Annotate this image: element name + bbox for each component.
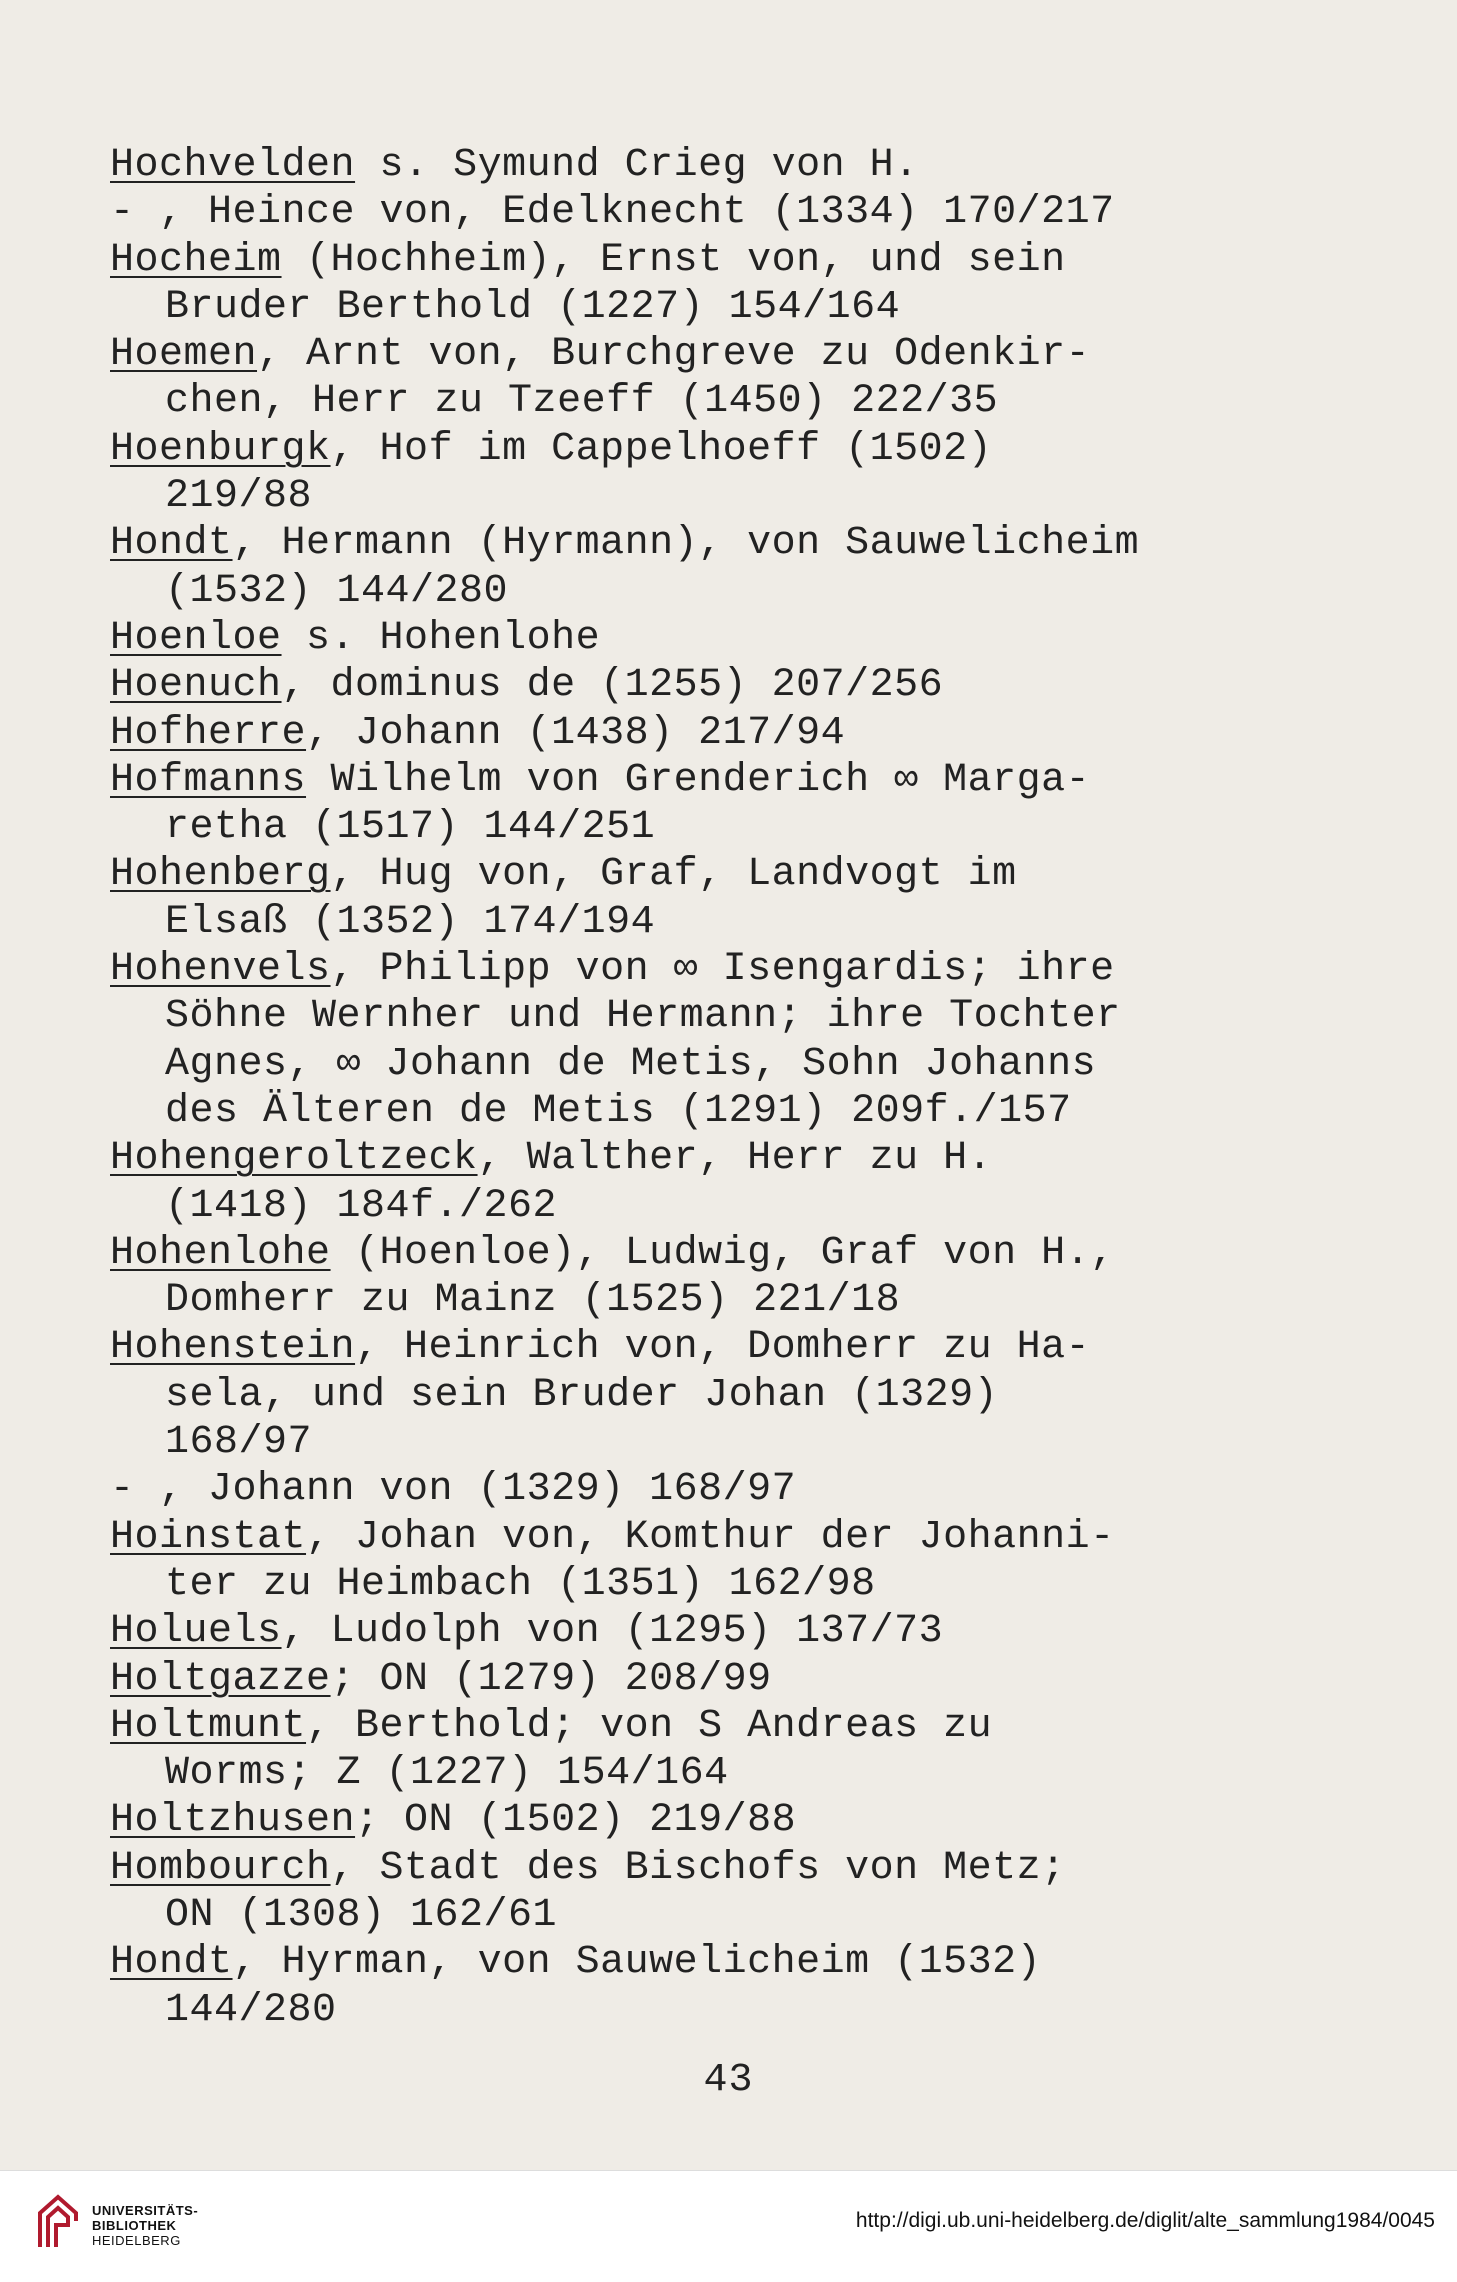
entry-continuation-line: 219/88 xyxy=(165,474,313,520)
entry-continuation-line: retha (1517) 144/251 xyxy=(165,805,656,851)
entry-continuation-line: Bruder Berthold (1227) 154/164 xyxy=(165,284,901,330)
entry-text: , Heinrich von, Domherr zu Ha- xyxy=(355,1325,1091,1371)
entry-continuation-line: Domherr zu Mainz (1525) 221/18 xyxy=(165,1278,901,1324)
register-entry xyxy=(110,142,1240,189)
entry-first-line xyxy=(110,142,1240,189)
entry-first-line xyxy=(110,662,1240,709)
entry-headword: Hohenvels xyxy=(110,947,331,993)
page-number: 43 xyxy=(703,2058,754,2103)
entry-headword: Hohenberg xyxy=(110,852,331,898)
entry-first-line xyxy=(110,1939,1240,1986)
entry-text: , Hug von, Graf, Landvogt im xyxy=(330,852,1017,898)
entry-continuation-line: ter zu Heimbach (1351) 162/98 xyxy=(165,1561,876,1607)
entry-headword: Holtmunt xyxy=(110,1703,307,1749)
entry-text: ; ON (1279) 208/99 xyxy=(330,1656,772,1702)
entry-headword: Holuels xyxy=(110,1609,282,1655)
entry-text: - , Johann von (1329) 168/97 xyxy=(110,1467,797,1513)
entry-text: s. Symund Crieg von H. xyxy=(355,143,919,188)
entry-headword: Hoenburgk xyxy=(110,426,331,472)
entry-headword: Hohenlohe xyxy=(110,1230,331,1276)
entry-first-line xyxy=(110,1797,1240,1844)
entry-continuation-line: 144/280 xyxy=(165,1987,337,2033)
library-logo-icon xyxy=(34,2191,82,2253)
entry-text: , Johan von, Komthur der Johanni- xyxy=(306,1514,1115,1560)
register-entry xyxy=(110,1797,1240,1844)
entry-continuation-line: Worms; Z (1227) 154/164 xyxy=(165,1751,729,1797)
library-name-line-3: HEIDELBERG xyxy=(92,2233,181,2248)
register-entry xyxy=(110,1845,1240,1940)
entry-headword: Hofherre xyxy=(110,710,307,756)
entry-text: (Hoenloe), Ludwig, Graf von H., xyxy=(330,1230,1115,1276)
entry-first-line xyxy=(110,1324,1240,1371)
entry-first-line xyxy=(110,520,1240,567)
entry-headword: Hocheim xyxy=(110,237,282,283)
entry-first-line xyxy=(110,1845,1240,1892)
entry-continuation-line: Söhne Wernher und Hermann; ihre Tochter xyxy=(165,994,1121,1040)
register-entry xyxy=(110,520,1240,615)
entry-text: Wilhelm von Grenderich ∞ Marga- xyxy=(306,757,1091,803)
entry-text: , Walther, Herr zu H. xyxy=(477,1136,993,1182)
entry-headword: Hondt xyxy=(110,521,233,567)
register-entry xyxy=(110,1324,1240,1466)
entry-headword: Holtgazze xyxy=(110,1656,331,1702)
entry-text: (Hochheim), Ernst von, und sein xyxy=(281,237,1066,283)
entry-first-line xyxy=(110,851,1240,898)
register-entry xyxy=(110,1703,1240,1798)
register-entries xyxy=(110,142,1240,2034)
entry-continuation-line: (1418) 184f./262 xyxy=(165,1183,558,1229)
entry-first-line xyxy=(110,331,1240,378)
entry-continuation-line: chen, Herr zu Tzeeff (1450) 222/35 xyxy=(165,379,999,425)
entry-text: , Philipp von ∞ Isengardis; ihre xyxy=(330,947,1115,993)
entry-first-line xyxy=(110,1514,1240,1561)
entry-text: , Johann (1438) 217/94 xyxy=(306,710,846,756)
register-entry xyxy=(110,710,1240,757)
viewer-footer xyxy=(0,2170,1457,2282)
entry-first-line xyxy=(110,426,1240,473)
register-entry xyxy=(110,1466,1240,1513)
register-entry xyxy=(110,426,1240,521)
library-name-line-1: UNIVERSITÄTS- xyxy=(92,2203,199,2218)
entry-headword: Hochvelden xyxy=(110,143,356,188)
source-url[interactable]: http://digi.ub.uni-heidelberg.de/diglit/alte_sammlung1984/0045 xyxy=(855,2209,1435,2232)
library-name-line-2: BIBLIOTHEK xyxy=(92,2218,177,2233)
entry-text: , Hyrman, von Sauwelicheim (1532) xyxy=(232,1940,1042,1986)
register-entry xyxy=(110,1514,1240,1609)
register-entry xyxy=(110,1135,1240,1230)
entry-headword: Hohenstein xyxy=(110,1325,356,1371)
register-entry xyxy=(110,1230,1240,1325)
entry-first-line xyxy=(110,189,1240,236)
entry-first-line xyxy=(110,237,1240,284)
register-entry xyxy=(110,662,1240,709)
entry-first-line xyxy=(110,1466,1240,1513)
entry-continuation-line: des Älteren de Metis (1291) 209f./157 xyxy=(165,1088,1072,1134)
entry-text: , Hermann (Hyrmann), von Sauwelicheim xyxy=(232,521,1140,567)
entry-continuation-line: Agnes, ∞ Johann de Metis, Sohn Johanns xyxy=(165,1041,1097,1087)
entry-text: s. Hohenlohe xyxy=(281,615,601,661)
entry-headword: Hoenuch xyxy=(110,663,282,709)
entry-headword: Hondt xyxy=(110,1940,233,1986)
entry-continuation-line: ON (1308) 162/61 xyxy=(165,1892,558,1938)
entry-first-line xyxy=(110,1608,1240,1655)
register-entry xyxy=(110,1656,1240,1703)
entry-text: - , Heince von, Edelknecht (1334) 170/217 xyxy=(110,190,1115,236)
register-entry xyxy=(110,237,1240,332)
entry-first-line xyxy=(110,710,1240,757)
entry-text: , Stadt des Bischofs von Metz; xyxy=(330,1845,1066,1891)
entry-headword: Hoinstat xyxy=(110,1514,307,1560)
entry-text: , Ludolph von (1295) 137/73 xyxy=(281,1609,944,1655)
register-entry xyxy=(110,615,1240,662)
entry-continuation-line: (1532) 144/280 xyxy=(165,568,509,614)
entry-first-line xyxy=(110,757,1240,804)
entry-headword: Hofmanns xyxy=(110,757,307,803)
register-entry xyxy=(110,189,1240,236)
register-entry xyxy=(110,1939,1240,2034)
entry-first-line xyxy=(110,1230,1240,1277)
entry-text: , dominus de (1255) 207/256 xyxy=(281,663,944,709)
entry-first-line xyxy=(110,1703,1240,1750)
entry-first-line xyxy=(110,1656,1240,1703)
entry-text: , Berthold; von S Andreas zu xyxy=(306,1703,993,1749)
register-entry xyxy=(110,331,1240,426)
register-entry xyxy=(110,1608,1240,1655)
entry-text: , Arnt von, Burchgreve zu Odenkir- xyxy=(257,332,1091,378)
register-entry xyxy=(110,851,1240,946)
library-name xyxy=(92,2203,198,2248)
entry-continuation-line: 168/97 xyxy=(165,1420,313,1466)
entry-text: , Hof im Cappelhoeff (1502) xyxy=(330,426,993,472)
register-entry xyxy=(110,757,1240,852)
entry-headword: Holtzhusen xyxy=(110,1798,356,1844)
entry-first-line xyxy=(110,615,1240,662)
entry-continuation-line: sela, und sein Bruder Johan (1329) xyxy=(165,1372,999,1418)
entry-continuation-line: Elsaß (1352) 174/194 xyxy=(165,899,656,945)
entry-headword: Hombourch xyxy=(110,1845,331,1891)
entry-headword: Hoenloe xyxy=(110,615,282,661)
entry-first-line xyxy=(110,1135,1240,1182)
entry-text: ; ON (1502) 219/88 xyxy=(355,1798,797,1844)
entry-headword: Hohengeroltzeck xyxy=(110,1136,478,1182)
entry-first-line xyxy=(110,946,1240,993)
entry-headword: Hoemen xyxy=(110,332,258,378)
register-entry xyxy=(110,946,1240,1135)
